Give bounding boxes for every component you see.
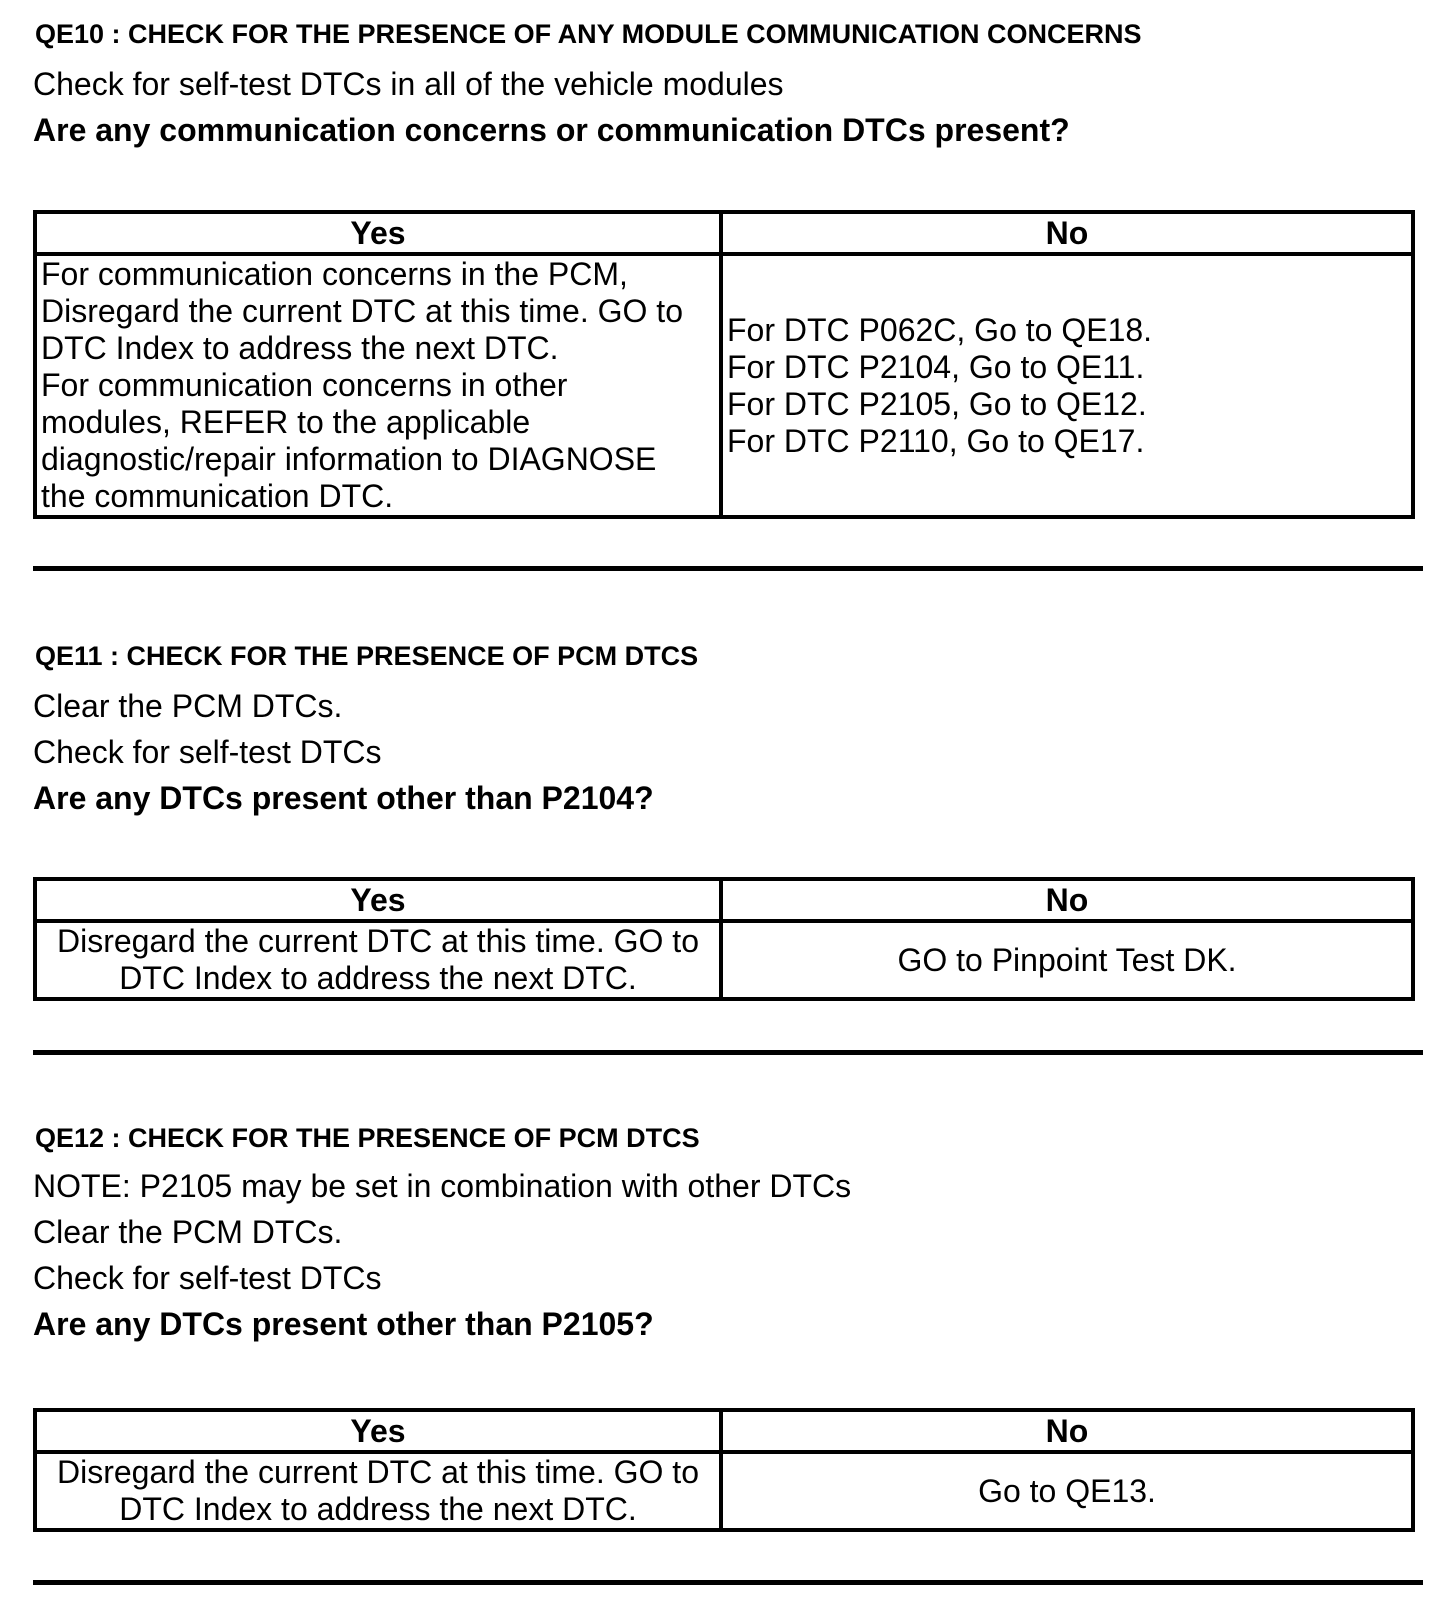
no-header: No	[721, 212, 1413, 254]
yes-header: Yes	[35, 879, 721, 921]
section-title: QE10 : CHECK FOR THE PRESENCE OF ANY MODULE COMMUNICATION CONCERNS	[35, 19, 1142, 49]
no-header: No	[721, 879, 1413, 921]
section-divider	[33, 566, 1423, 571]
section-qe11	[33, 640, 698, 818]
question-line: Are any DTCs present other than P2105?	[33, 1306, 654, 1342]
section-title: QE11 : CHECK FOR THE PRESENCE OF PCM DTCS	[35, 641, 699, 671]
instruction-line: Clear the PCM DTCs.	[33, 688, 343, 724]
question-line: Are any communication concerns or communication DTCs present?	[33, 112, 1070, 148]
section-qe10	[33, 18, 1142, 150]
yes-cell: Disregard the current DTC at this time. GO to DTC Index to address the next DTC.	[35, 1452, 721, 1530]
no-header: No	[721, 1410, 1413, 1452]
yes-no-table-qe10	[33, 210, 1415, 519]
yes-header: Yes	[35, 212, 721, 254]
yes-header: Yes	[35, 1410, 721, 1452]
instruction-line: Clear the PCM DTCs.	[33, 1214, 343, 1250]
section-title: QE12 : CHECK FOR THE PRESENCE OF PCM DTCS	[35, 1123, 700, 1153]
no-cell: Go to QE13.	[721, 1452, 1413, 1530]
no-cell: For DTC P062C, Go to QE18. For DTC P2104, Go to QE11. For DTC P2105, Go to QE12. For DTC P2110, Go to QE17.	[721, 254, 1413, 517]
yes-cell: Disregard the current DTC at this time. GO to DTC Index to address the next DTC.	[35, 921, 721, 999]
yes-no-table-qe12	[33, 1408, 1415, 1532]
no-cell: GO to Pinpoint Test DK.	[721, 921, 1413, 999]
section-divider	[33, 1050, 1423, 1055]
instruction-line: Check for self-test DTCs	[33, 1260, 382, 1296]
instruction-line: NOTE: P2105 may be set in combination with other DTCs	[33, 1168, 852, 1204]
section-divider	[33, 1580, 1423, 1585]
question-line: Are any DTCs present other than P2104?	[33, 780, 654, 816]
instruction-line: Check for self-test DTCs in all of the vehicle modules	[33, 66, 784, 102]
yes-cell: For communication concerns in the PCM, Disregard the current DTC at this time. GO to DTC Index to address the next DTC. For communication concerns in other modules, REFER to the applicable diagnostic/repair information to DIAGNOSE the communication DTC.	[35, 254, 721, 517]
instruction-line: Check for self-test DTCs	[33, 734, 382, 770]
section-qe12	[33, 1122, 851, 1344]
yes-no-table-qe11	[33, 877, 1415, 1001]
